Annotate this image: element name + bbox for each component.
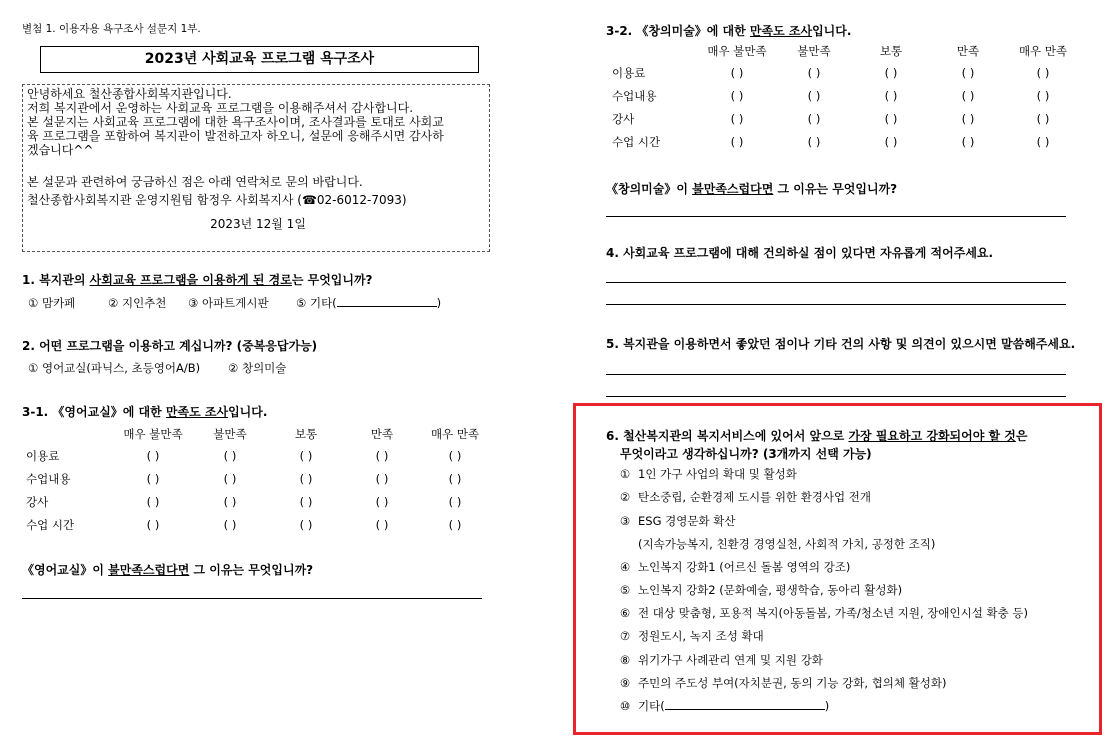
row-label: 이용료	[612, 65, 646, 80]
q4-answer-line[interactable]	[606, 304, 1066, 305]
q1-option-other[interactable]: ⑤ 기타( )	[296, 296, 442, 310]
rating-cell[interactable]: ( )	[448, 448, 462, 463]
rating-cell[interactable]: ( )	[961, 111, 975, 126]
q32-answer-line[interactable]	[606, 216, 1066, 217]
scale-header: 만족	[370, 427, 394, 441]
intro-contact-info: 철산종합사회복지관 운영지원팀 함정우 사회복지사 (☎02-6012-7093)	[27, 193, 407, 207]
attachment-note: 별첨 1. 이용자용 욕구조사 설문지 1부.	[22, 23, 201, 35]
q1-title: 1. 복지관의 사회교육 프로그램을 이용하게 된 경로는 무엇입니까?	[22, 273, 373, 287]
scale-header: 보통	[879, 44, 903, 58]
q32-followup: 《창의미술》이 불만족스럽다면 그 이유는 무엇입니까?	[606, 182, 898, 196]
rating-cell[interactable]: ( )	[961, 134, 975, 149]
rating-cell[interactable]: ( )	[961, 65, 975, 80]
q6-option[interactable]: ⑦ 정원도시, 녹지 조성 확대	[619, 629, 764, 643]
q5-answer-line[interactable]	[606, 374, 1066, 375]
intro-line: 저희 복지관에서 운영하는 사회교육 프로그램을 이용해주셔서 감사합니다.	[27, 101, 414, 115]
table-header-row	[26, 424, 490, 444]
rating-cell[interactable]: ( )	[807, 65, 821, 80]
q6-option[interactable]: ① 1인 가구 사업의 확대 및 활성화	[619, 467, 797, 481]
scale-header: 보통	[294, 427, 318, 441]
intro-line: 겠습니다^^	[27, 143, 94, 157]
rating-cell[interactable]: ( )	[299, 494, 313, 509]
q31-followup: 《영어교실》이 불만족스럽다면 그 이유는 무엇입니까?	[22, 563, 314, 577]
rating-cell[interactable]: ( )	[884, 111, 898, 126]
table-row	[612, 107, 1080, 130]
q32-satisfaction-table	[612, 41, 1080, 153]
row-label: 이용료	[26, 448, 60, 463]
q6-option[interactable]: ④ 노인복지 강화1 (어르신 돌봄 영역의 강조)	[619, 560, 851, 574]
row-label: 수업 시간	[612, 134, 661, 149]
rating-cell[interactable]: ( )	[807, 111, 821, 126]
rating-cell[interactable]: ( )	[146, 494, 160, 509]
rating-cell[interactable]: ( )	[448, 471, 462, 486]
rating-cell[interactable]: ( )	[730, 111, 744, 126]
q6-option[interactable]: ② 탄소중립, 순환경제 도시를 위한 환경사업 전개	[619, 490, 872, 504]
q2-option[interactable]: ① 영어교실(파닉스, 초등영어A/B)	[28, 361, 201, 375]
intro-line: 본 설문지는 사회교육 프로그램에 대한 욕구조사이며, 조사결과를 토대로 사회교	[27, 115, 444, 129]
survey-title: 2023년 사회교육 프로그램 욕구조사	[144, 51, 375, 67]
rating-cell[interactable]: ( )	[807, 88, 821, 103]
rating-cell[interactable]: ( )	[961, 88, 975, 103]
q6-option[interactable]: ⑨ 주민의 주도성 부여(자치분권, 동의 기능 강화, 협의체 활성화)	[619, 676, 947, 690]
intro-line: 육 프로그램을 포함하여 복지관이 발전하고자 하오니, 설문에 응해주시면 감사하	[27, 129, 444, 143]
rating-cell[interactable]: ( )	[730, 65, 744, 80]
rating-cell[interactable]: ( )	[884, 65, 898, 80]
q31-answer-line[interactable]	[22, 598, 482, 599]
row-label: 수업내용	[26, 471, 71, 486]
q2-title: 2. 어떤 프로그램을 이용하고 계십니까? (중복응답가능)	[22, 339, 318, 353]
table-row	[26, 467, 490, 490]
rating-cell[interactable]: ( )	[1036, 111, 1050, 126]
intro-contact-line: 본 설문과 관련하여 궁금하신 점은 아래 연락처로 문의 바랍니다.	[27, 175, 363, 189]
q6-title: 6. 철산복지관의 복지서비스에 있어서 앞으로 가장 필요하고 강화되어야 할 것은 무엇이라고 생각하십니까? (3개까지 선택 가능)	[606, 429, 1028, 461]
intro-line: 안녕하세요 철산종합사회복지관입니다.	[27, 87, 232, 101]
table-row	[26, 490, 490, 513]
q5-answer-line[interactable]	[606, 396, 1066, 397]
row-label: 강사	[26, 494, 49, 509]
rating-cell[interactable]: ( )	[730, 88, 744, 103]
q31-title: 3-1. 《영어교실》에 대한 만족도 조사입니다.	[22, 405, 268, 419]
table-header-row	[612, 41, 1080, 61]
scale-header: 만족	[956, 44, 980, 58]
rating-cell[interactable]: ( )	[807, 134, 821, 149]
row-label: 강사	[612, 111, 635, 126]
rating-cell[interactable]: ( )	[1036, 134, 1050, 149]
row-label: 수업내용	[612, 88, 657, 103]
row-label: 수업 시간	[26, 517, 75, 532]
table-row	[612, 61, 1080, 84]
rating-cell[interactable]: ( )	[223, 448, 237, 463]
rating-cell[interactable]: ( )	[299, 517, 313, 532]
rating-cell[interactable]: ( )	[375, 471, 389, 486]
survey-title-box	[40, 46, 479, 73]
rating-cell[interactable]: ( )	[146, 517, 160, 532]
scale-header: 불만족	[797, 44, 831, 58]
rating-cell[interactable]: ( )	[299, 448, 313, 463]
scale-header: 불만족	[213, 427, 247, 441]
rating-cell[interactable]: ( )	[448, 517, 462, 532]
q6-option-detail: (지속가능복지, 친환경 경영실천, 사회적 가치, 공정한 조직)	[638, 537, 936, 551]
q4-title: 4. 사회교육 프로그램에 대해 건의하실 점이 있다면 자유롭게 적어주세요.	[606, 246, 994, 260]
rating-cell[interactable]: ( )	[448, 494, 462, 509]
rating-cell[interactable]: ( )	[223, 517, 237, 532]
q6-option[interactable]: ⑥ 전 대상 맞춤형, 포용적 복지(아동돌봄, 가족/청소년 지원, 장애인시설 확충 등)	[619, 606, 1028, 620]
rating-cell[interactable]: ( )	[884, 88, 898, 103]
q31-satisfaction-table	[26, 424, 490, 536]
rating-cell[interactable]: ( )	[730, 134, 744, 149]
q6-option-other[interactable]: ⑩ 기타( )	[619, 699, 830, 713]
q4-answer-line[interactable]	[606, 282, 1066, 283]
rating-cell[interactable]: ( )	[299, 471, 313, 486]
q1-option[interactable]: ② 지인추천	[108, 296, 167, 310]
q6-option[interactable]: ⑤ 노인복지 강화2 (문화예술, 평생학습, 동아리 활성화)	[619, 583, 903, 597]
table-row	[612, 130, 1080, 153]
rating-cell[interactable]: ( )	[146, 448, 160, 463]
q6-option[interactable]: ⑧ 위기가구 사례관리 연계 및 지원 강화	[619, 653, 823, 667]
q1-other-blank[interactable]	[337, 306, 437, 307]
intro-box	[22, 84, 490, 252]
q1-option[interactable]: ① 맘카페	[28, 296, 76, 310]
q6-option[interactable]: ③ ESG 경영문화 확산	[619, 514, 736, 528]
rating-cell[interactable]: ( )	[375, 494, 389, 509]
rating-cell[interactable]: ( )	[884, 134, 898, 149]
q2-option[interactable]: ② 창의미술	[228, 361, 287, 375]
scale-header: 매우 만족	[1018, 44, 1068, 58]
rating-cell[interactable]: ( )	[146, 471, 160, 486]
intro-date: 2023년 12월 1일	[210, 217, 306, 231]
table-row	[26, 444, 490, 467]
rating-cell[interactable]: ( )	[1036, 88, 1050, 103]
rating-cell[interactable]: ( )	[223, 494, 237, 509]
q6-other-blank[interactable]	[665, 709, 825, 710]
q1-option[interactable]: ③ 아파트게시판	[188, 296, 269, 310]
q5-title: 5. 복지관을 이용하면서 좋았던 점이나 기타 건의 사항 및 의견이 있으시면 말씀해주세요.	[606, 337, 1076, 351]
rating-cell[interactable]: ( )	[375, 517, 389, 532]
scale-header: 매우 불만족	[123, 427, 183, 441]
table-row	[26, 513, 490, 536]
scale-header: 매우 불만족	[707, 44, 767, 58]
rating-cell[interactable]: ( )	[375, 448, 389, 463]
rating-cell[interactable]: ( )	[1036, 65, 1050, 80]
table-row	[612, 84, 1080, 107]
scale-header: 매우 만족	[430, 427, 480, 441]
q32-title: 3-2. 《창의미술》에 대한 만족도 조사입니다.	[606, 24, 852, 38]
rating-cell[interactable]: ( )	[223, 471, 237, 486]
